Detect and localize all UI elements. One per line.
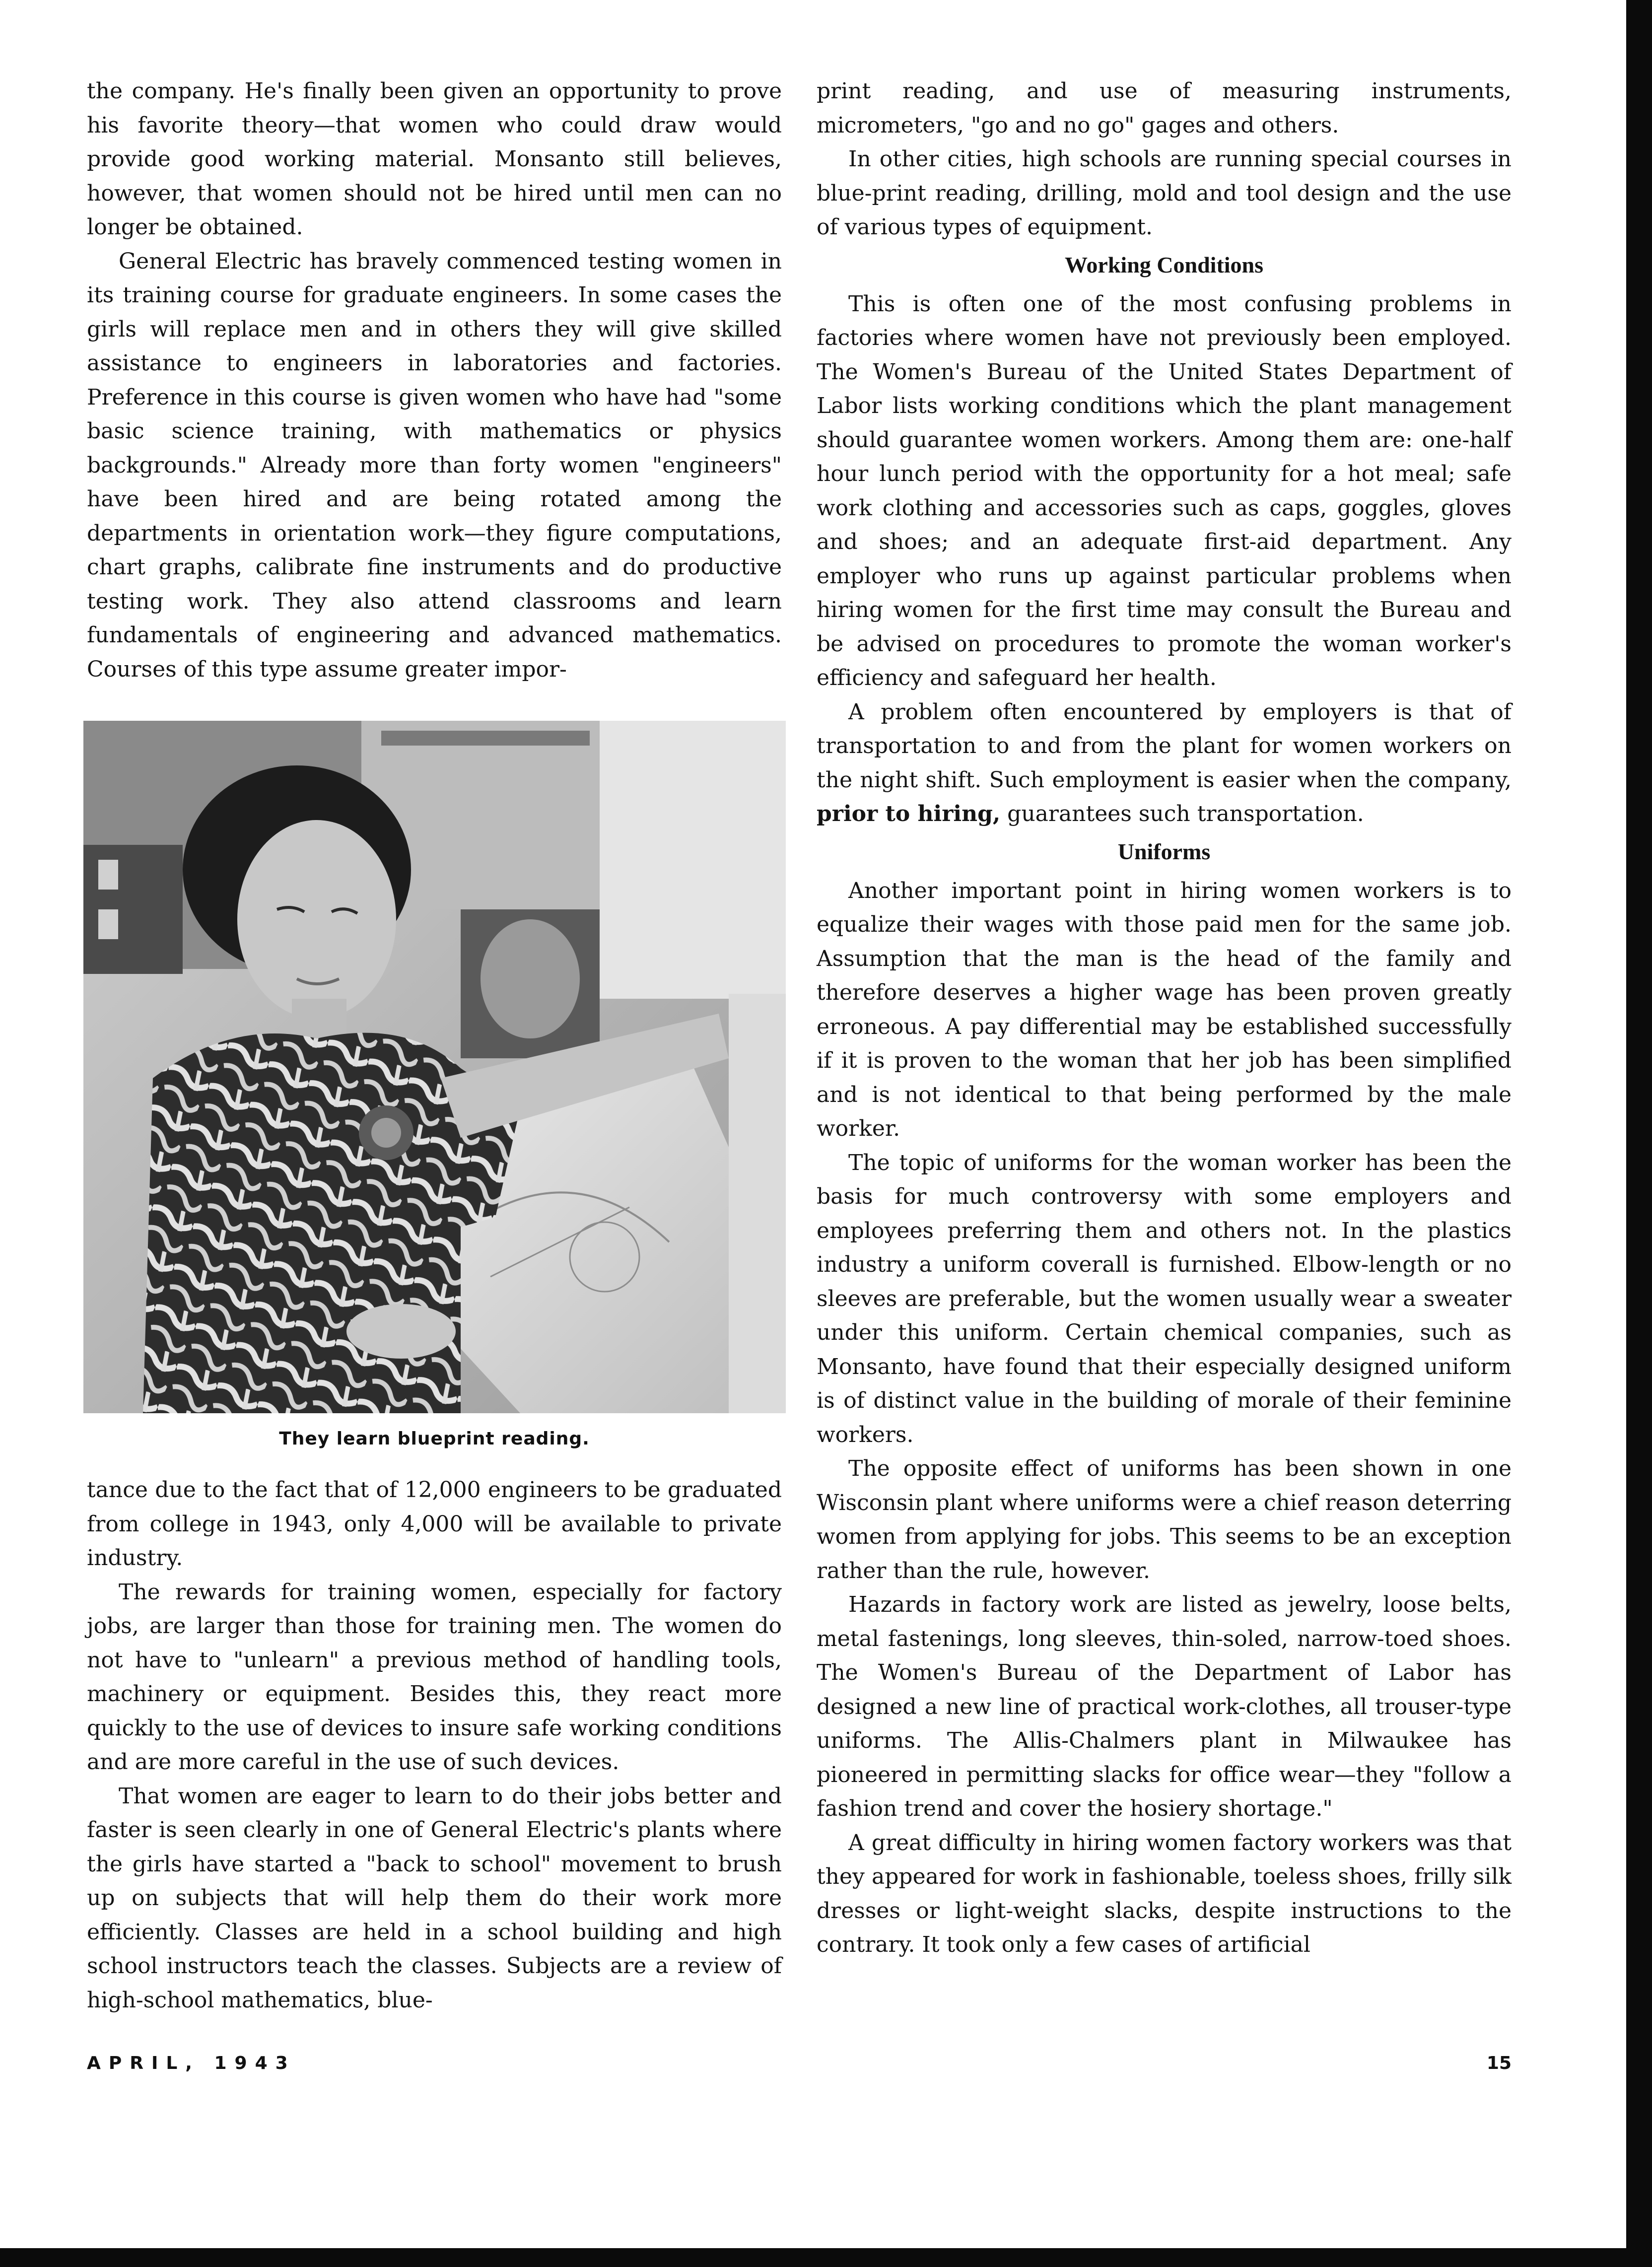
right-column bbox=[817, 74, 1512, 1962]
paragraph-text: guarantees such transportation. bbox=[1000, 801, 1364, 826]
left-column-top bbox=[87, 74, 782, 687]
paragraph-text: A problem often encountered by employers is that of transportation to and from the plant for women workers on the night shift. Such employment is easier when the company, bbox=[817, 699, 1512, 793]
section-heading-uniforms: Uniforms bbox=[1117, 838, 1211, 864]
emphasis-text: prior to hiring, bbox=[817, 801, 1001, 826]
paragraph: The topic of uniforms for the woman worker has been the basis for much controversy with some employers and employees preferring them and others not. In the plastics industry a uniform coverall is furnished. Elbow-length or no sleeves are preferable, but the women usually wear a sweater under this uniform. Certain chemical companies, such as Monsanto, have found that their especially designed uniform is of distinct value in the building of morale of their feminine workers. bbox=[817, 1150, 1512, 1447]
paragraph: the company. He's finally been given an opportunity to prove his favorite theory—that women who could draw would provide good working material. Monsanto still believes, however, that women should not be hired until men can no longer be obtained. bbox=[87, 78, 782, 240]
paragraph bbox=[817, 695, 1512, 831]
paragraph: A great difficulty in hiring women factory workers was that they appeared for work in fashionable, toeless shoes, frilly silk dresses or light-weight slacks, despite instructions to the contrary. It took only a few cases of artificial bbox=[817, 1830, 1512, 1957]
paragraph: The rewards for training women, especially for factory jobs, are larger than those for training men. The women do not have to "unlearn" a previous method of handling tools, machinery or equipment. Besides this, they react more quickly to the use of devices to insure safe working conditions and are more careful in the use of such devices. bbox=[87, 1579, 782, 1775]
paragraph: print reading, and use of measuring instruments, micrometers, "go and no go" gages and others. bbox=[817, 78, 1512, 138]
paragraph: General Electric has bravely commenced testing women in its training course for graduate engineers. In some cases the girls will replace men and in others they will give skilled assistance to engineers in laboratories and factories. Preference in this course is given women who have had "some basic science training, with mathematics or physics backgrounds." Already more than forty women "engineers" have been hired and are being rotated among the departments in orientation work—they figure computations, chart graphs, calibrate fine instruments and do productive testing work. They also attend classrooms and learn fundamentals of engineering and advanced mathematics. Courses of this type assume greater impor- bbox=[87, 248, 782, 682]
scan-edge-bottom bbox=[0, 2248, 1652, 2267]
footer-issue-date: APRIL, 1943 bbox=[87, 2053, 296, 2073]
left-column-bottom bbox=[87, 1473, 782, 2017]
photo-illustration bbox=[83, 721, 786, 1413]
paragraph: In other cities, high schools are running special courses in blue-print reading, drilling, mold and tool design and the use of various types of equipment. bbox=[817, 146, 1512, 240]
paragraph: Hazards in factory work are listed as jewelry, loose belts, metal fastenings, long sleeves, thin-soled, narrow-toed shoes. The Women's Bureau of the Department of Labor has designed a new line of practical work-clothes, all trouser-type uniforms. The Allis-Chalmers plant in Milwaukee has pioneered in permitting slacks for office wear—they "follow a fashion trend and cover the hosiery shortage." bbox=[817, 1592, 1512, 1821]
paragraph: Another important point in hiring women workers is to equalize their wages with those paid men for the same job. Assumption that the man is the head of the family and therefore deserves a higher wage has been proven greatly erroneous. A pay differential may be established successfully if it is proven to the woman that her job has been simplified and is not identical to that being performed by the male worker. bbox=[817, 878, 1512, 1141]
footer-page-number: 15 bbox=[1486, 2053, 1512, 2073]
paragraph: tance due to the fact that of 12,000 engineers to be graduated from college in 1943, only 4,000 will be available to private industry. bbox=[87, 1477, 782, 1571]
scan-edge-right bbox=[1626, 0, 1652, 2267]
blueprint-reading-photo bbox=[83, 721, 786, 1413]
paragraph: The opposite effect of uniforms has been shown in one Wisconsin plant where uniforms were a chief reason deterring women from applying for jobs. This seems to be an exception rather than the rule, however. bbox=[817, 1456, 1512, 1583]
photo-caption: They learn blueprint reading. bbox=[279, 1429, 590, 1449]
paragraph: That women are eager to learn to do their jobs better and faster is seen clearly in one of General Electric's plants where the girls have started a "back to school" movement to brush up on subjects that will help them do their work more efficiently. Classes are held in a school building and high school instructors teach the classes. Subjects are a review of high-school mathematics, blue- bbox=[87, 1783, 782, 2013]
paragraph: This is often one of the most confusing problems in factories where women have not previously been employed. The Women's Bureau of the United States Department of Labor lists working conditions which the plant management should guarantee women workers. Among them are: one-half hour lunch period with the opportunity for a hot meal; safe work clothing and accessories such as caps, goggles, gloves and shoes; and an adequate first-aid department. Any employer who runs up against particular problems when hiring women for the first time may consult the Bureau and be advised on procedures to promote the woman worker's efficiency and safeguard her health. bbox=[817, 291, 1512, 690]
section-heading-working-conditions: Working Conditions bbox=[1064, 252, 1264, 277]
